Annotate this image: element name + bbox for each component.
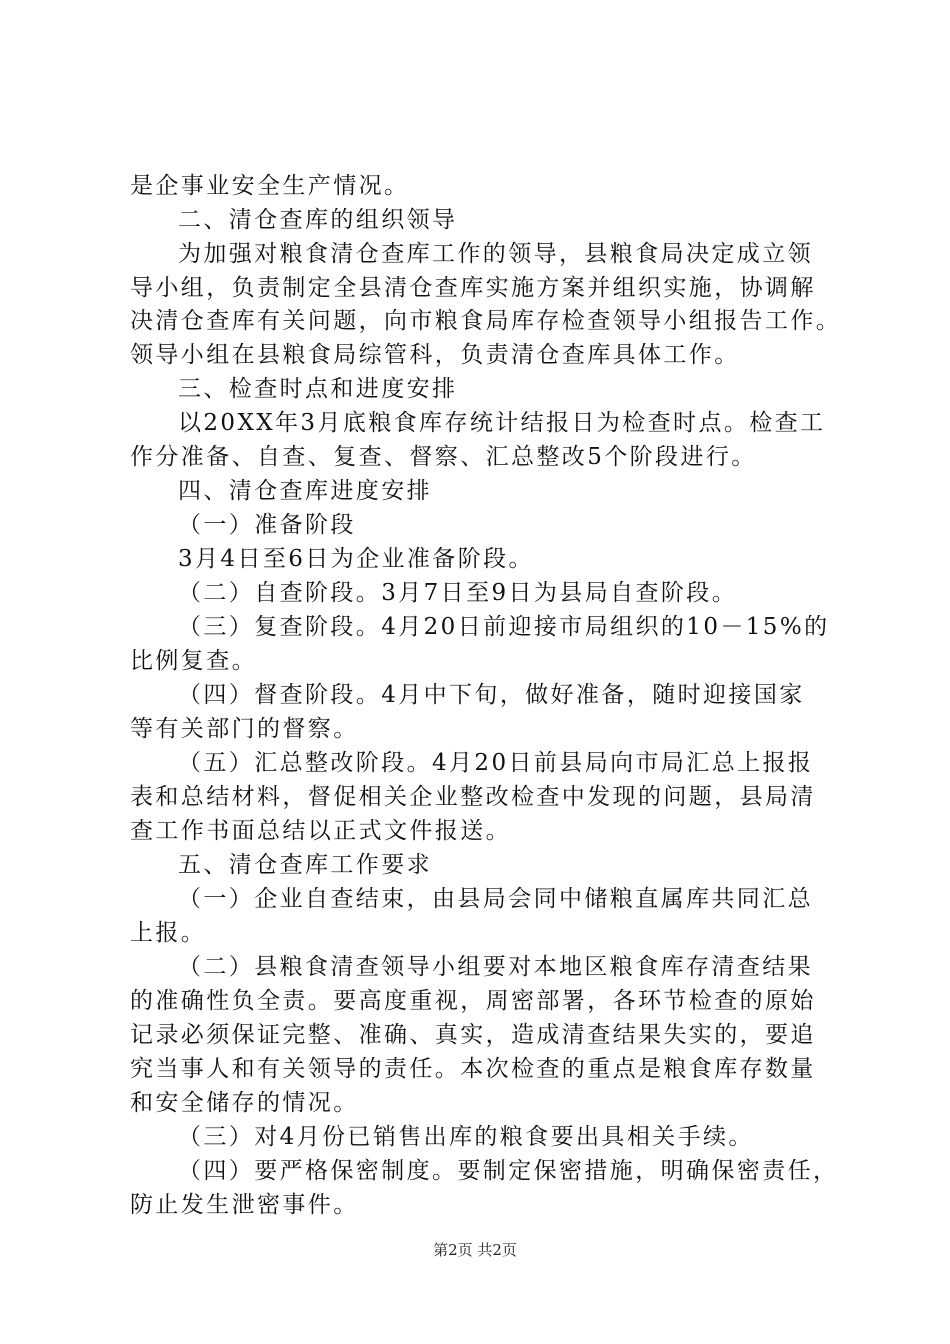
text-line: （五）汇总整改阶段。4月20日前县局向市局汇总上报报: [178, 750, 814, 776]
section-heading: 二、清仓查库的组织领导: [178, 207, 458, 233]
text-line: 为加强对粮食清仓查库工作的领导，县粮食局决定成立领: [178, 241, 813, 267]
subsection-heading: （一）准备阶段: [178, 512, 356, 538]
text-line: （一）企业自查结束，由县局会同中储粮直属库共同汇总: [178, 886, 813, 912]
text-line: 领导小组在县粮食局综管科，负责清仓查库具体工作。: [130, 342, 740, 368]
text-line: 以20XX年3月底粮食库存统计结报日为检查时点。检查工: [178, 410, 826, 436]
section-heading: 四、清仓查库进度安排: [178, 478, 432, 504]
text-line: （三）对4月份已销售出库的粮食要出具相关手续。: [178, 1124, 754, 1150]
text-line: （四）督查阶段。4月中下旬，做好准备，随时迎接国家: [178, 682, 805, 708]
text-line: （二）自查阶段。3月7日至9日为县局自查阶段。: [178, 580, 738, 606]
text-line: （二）县粮食清查领导小组要对本地区粮食库存清查结果: [178, 954, 813, 980]
text-line: 是企事业安全生产情况。: [130, 173, 410, 199]
text-line: 决清仓查库有关问题，向市粮食局库存检查领导小组报告工作。: [130, 308, 842, 334]
text-line: 究当事人和有关领导的责任。本次检查的重点是粮食库存数量: [130, 1056, 816, 1082]
text-line: 作分准备、自查、复查、督察、汇总整改5个阶段进行。: [130, 444, 757, 470]
text-line: 比例复查。: [130, 648, 257, 674]
text-line: 的准确性负全责。要高度重视，周密部署，各环节检查的原始: [130, 988, 816, 1014]
text-line: 导小组，负责制定全县清仓查库实施方案并组织实施，协调解: [130, 275, 816, 301]
text-line: 表和总结材料，督促相关企业整改检查中发现的问题，县局清: [130, 784, 816, 810]
text-line: 记录必须保证完整、准确、真实，造成清查结果失实的，要追: [130, 1022, 816, 1048]
text-line: 和安全储存的情况。: [130, 1090, 359, 1116]
text-line: 上报。: [130, 920, 207, 946]
text-line: 防止发生泄密事件。: [130, 1192, 359, 1218]
page-number-footer: 第2页 共2页: [433, 1241, 517, 1259]
section-heading: 五、清仓查库工作要求: [178, 852, 432, 878]
text-line: 查工作书面总结以正式文件报送。: [130, 818, 511, 844]
text-line: 等有关部门的督察。: [130, 716, 359, 742]
text-line: （三）复查阶段。4月20日前迎接市局组织的10－15%的: [178, 614, 830, 640]
text-line: 3月4日至6日为企业准备阶段。: [178, 546, 534, 572]
section-heading: 三、检查时点和进度安排: [178, 376, 458, 402]
text-line: （四）要严格保密制度。要制定保密措施，明确保密责任，: [178, 1158, 839, 1184]
